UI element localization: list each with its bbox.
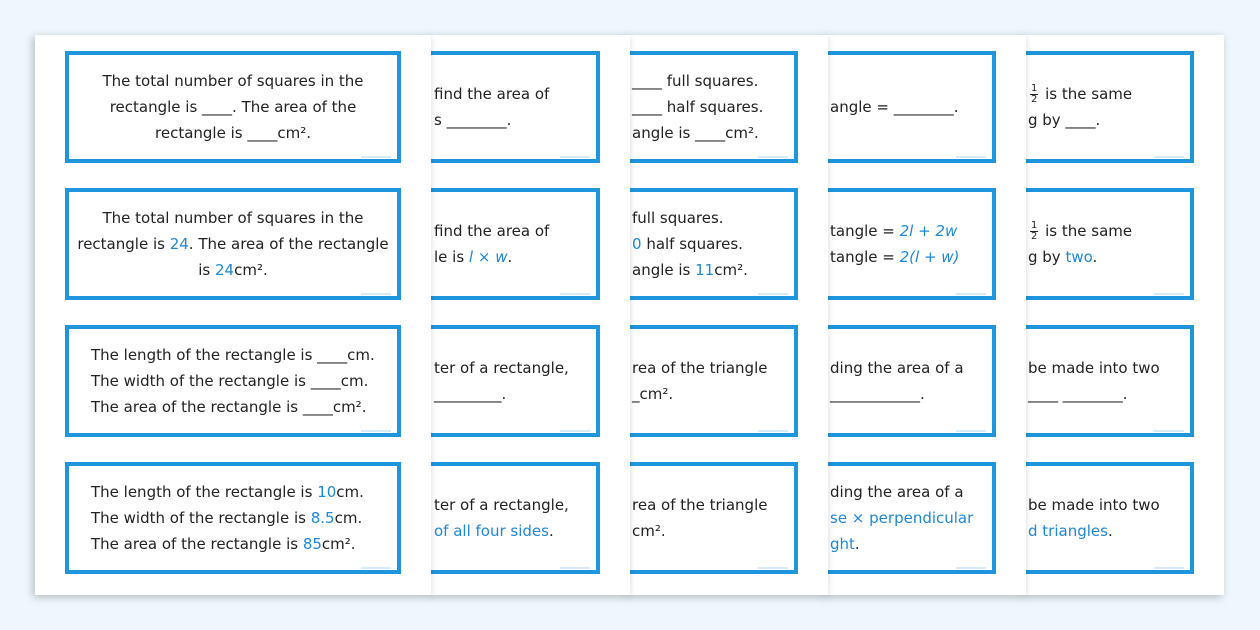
question-card	[628, 188, 798, 300]
question-text: The length of the rectangle is	[91, 483, 318, 501]
answer-text: two	[1065, 248, 1093, 266]
card-text-line	[1028, 355, 1190, 381]
question-text: The width of the rectangle is ____cm.	[91, 372, 369, 390]
worksheet-page-2	[430, 35, 630, 595]
answer-text: d triangles	[1028, 522, 1108, 540]
question-text: tangle =	[830, 222, 900, 240]
answer-text: of all four sides	[434, 522, 549, 540]
question-text: angle is ____cm².	[632, 124, 759, 142]
question-card	[65, 325, 401, 437]
card-text-line	[102, 205, 363, 231]
question-text: The area of the rectangle is	[91, 535, 303, 553]
question-text: find the area of	[434, 222, 550, 240]
worksheet-page-1	[35, 35, 431, 595]
question-text: be made into two	[1028, 359, 1160, 377]
card-text-line	[632, 381, 794, 407]
card-text-line	[434, 518, 596, 544]
question-text: tangle =	[830, 248, 900, 266]
card-text-line	[198, 257, 268, 283]
card-footer-mark	[758, 430, 788, 432]
question-card	[430, 325, 600, 437]
question-text: ____ full squares.	[632, 72, 759, 90]
card-footer-mark	[956, 156, 986, 158]
card-footer-mark	[758, 156, 788, 158]
card-text-line	[434, 381, 596, 407]
fraction-numerator: 1	[1031, 220, 1038, 231]
question-text: is the same	[1040, 222, 1133, 240]
question-card	[1024, 188, 1194, 300]
card-text-line	[830, 218, 992, 244]
question-card	[826, 325, 996, 437]
question-card	[65, 51, 401, 163]
answer-text: 24	[169, 235, 189, 253]
question-card	[628, 51, 798, 163]
question-text: full squares.	[632, 209, 724, 227]
question-card	[1024, 462, 1194, 574]
card-footer-mark	[361, 567, 391, 569]
question-text: cm.	[334, 509, 363, 527]
question-text: rectangle is ____cm².	[155, 124, 311, 142]
card-text-line	[102, 68, 363, 94]
card-text-line	[830, 381, 992, 407]
question-text: ____ half squares.	[632, 98, 764, 116]
question-text: ____________.	[830, 385, 925, 403]
worksheet-page-3	[628, 35, 828, 595]
answer-text: ght	[830, 535, 855, 553]
card-text-line	[830, 244, 992, 270]
card-text-line	[830, 355, 992, 381]
card-text-line	[1028, 107, 1190, 133]
fraction-numerator: 1	[1031, 83, 1038, 94]
card-text-line	[1028, 518, 1190, 544]
card-text-line	[632, 120, 794, 146]
question-card	[628, 462, 798, 574]
question-text: _________.	[434, 385, 507, 403]
answer-text: 24	[215, 261, 235, 279]
card-text-line	[91, 394, 397, 420]
question-text: g by ____.	[1028, 111, 1101, 129]
card-footer-mark	[560, 430, 590, 432]
card-text-line	[91, 479, 397, 505]
card-text-line	[77, 231, 388, 257]
question-text: is	[198, 261, 216, 279]
answer-text: 2(l + w)	[899, 248, 960, 266]
answer-text: l × w	[468, 248, 508, 266]
question-text: The area of the rectangle is ____cm².	[91, 398, 367, 416]
card-footer-mark	[956, 293, 986, 295]
question-card	[1024, 325, 1194, 437]
question-card	[826, 51, 996, 163]
question-text: cm.	[336, 483, 364, 501]
question-text: ding the area of a	[830, 359, 964, 377]
card-text-line	[110, 94, 357, 120]
answer-text: 8.5	[310, 509, 335, 527]
question-text: g by	[1028, 248, 1066, 266]
card-text-line	[632, 355, 794, 381]
question-text: .	[854, 535, 860, 553]
card-text-line	[632, 518, 794, 544]
question-text: .	[548, 522, 554, 540]
card-text-line	[434, 218, 596, 244]
question-card	[628, 325, 798, 437]
question-text: ding the area of a	[830, 483, 964, 501]
question-text: The total number of squares in the	[102, 209, 364, 227]
answer-text: 85	[302, 535, 322, 553]
question-text: _cm².	[632, 385, 674, 403]
question-card	[65, 188, 401, 300]
answer-text: 10	[317, 483, 337, 501]
card-footer-mark	[361, 156, 391, 158]
answer-text: 11	[695, 261, 715, 279]
answer-text: 2l + 2w	[899, 222, 958, 240]
answer-text: 0	[632, 235, 642, 253]
question-text: ter of a rectangle,	[434, 359, 569, 377]
card-footer-mark	[956, 430, 986, 432]
worksheet-page-5	[1024, 35, 1224, 595]
fraction-denominator: 2	[1031, 231, 1038, 242]
question-text: rectangle is ____. The area of the	[109, 98, 357, 116]
card-text-line	[434, 244, 596, 270]
card-text-line	[632, 94, 794, 120]
question-text: ter of a rectangle,	[434, 496, 569, 514]
card-footer-mark	[1154, 567, 1184, 569]
card-text-line	[434, 492, 596, 518]
question-card	[826, 462, 996, 574]
worksheet-page-4	[826, 35, 1026, 595]
question-text: le is	[434, 248, 469, 266]
question-card	[826, 188, 996, 300]
card-text-line	[434, 81, 596, 107]
question-card	[430, 188, 600, 300]
question-text: rectangle is	[77, 235, 170, 253]
card-text-line	[1028, 218, 1190, 244]
question-card	[430, 462, 600, 574]
question-text: ____ ________.	[1028, 385, 1128, 403]
question-text: rea of the triangle	[632, 359, 768, 377]
card-text-line	[91, 368, 397, 394]
card-text-line	[155, 120, 311, 146]
question-text: The total number of squares in the	[102, 72, 364, 90]
card-text-line	[632, 492, 794, 518]
card-text-line	[830, 531, 992, 557]
card-text-line	[1028, 244, 1190, 270]
card-text-line	[1028, 381, 1190, 407]
card-text-line	[91, 531, 397, 557]
question-text: s ________.	[434, 111, 512, 129]
card-footer-mark	[758, 293, 788, 295]
question-text: cm².	[234, 261, 268, 279]
card-text-line	[830, 94, 992, 120]
card-text-line	[1028, 81, 1190, 107]
question-card	[1024, 51, 1194, 163]
question-text: rea of the triangle	[632, 496, 768, 514]
card-footer-mark	[560, 567, 590, 569]
card-footer-mark	[361, 430, 391, 432]
card-text-line	[632, 257, 794, 283]
question-text: The length of the rectangle is ____cm.	[91, 346, 375, 364]
card-text-line	[632, 205, 794, 231]
card-footer-mark	[560, 156, 590, 158]
question-text: angle is	[632, 261, 696, 279]
question-text: find the area of	[434, 85, 550, 103]
question-text: is the same	[1040, 85, 1133, 103]
fraction	[1030, 84, 1038, 105]
card-footer-mark	[758, 567, 788, 569]
question-text: cm².	[321, 535, 356, 553]
card-footer-mark	[1154, 293, 1184, 295]
card-text-line	[632, 68, 794, 94]
question-text: be made into two	[1028, 496, 1160, 514]
card-text-line	[632, 231, 794, 257]
card-footer-mark	[560, 293, 590, 295]
question-text: The width of the rectangle is	[91, 509, 311, 527]
answer-text: se × perpendicular	[830, 509, 974, 527]
fraction	[1030, 221, 1038, 242]
fraction-denominator: 2	[1031, 94, 1038, 105]
question-text: angle = ________.	[830, 98, 959, 116]
question-text: half squares.	[641, 235, 743, 253]
card-footer-mark	[1154, 430, 1184, 432]
card-footer-mark	[361, 293, 391, 295]
card-text-line	[830, 479, 992, 505]
question-text: cm².	[714, 261, 748, 279]
question-text: .	[1092, 248, 1098, 266]
card-footer-mark	[1154, 156, 1184, 158]
question-card	[430, 51, 600, 163]
card-text-line	[830, 505, 992, 531]
card-text-line	[91, 505, 397, 531]
card-text-line	[434, 107, 596, 133]
card-footer-mark	[956, 567, 986, 569]
question-text: cm².	[632, 522, 666, 540]
question-card	[65, 462, 401, 574]
question-text: .	[507, 248, 513, 266]
question-text: .	[1107, 522, 1113, 540]
card-text-line	[1028, 492, 1190, 518]
question-text: . The area of the rectangle	[188, 235, 389, 253]
card-text-line	[91, 342, 397, 368]
card-text-line	[434, 355, 596, 381]
